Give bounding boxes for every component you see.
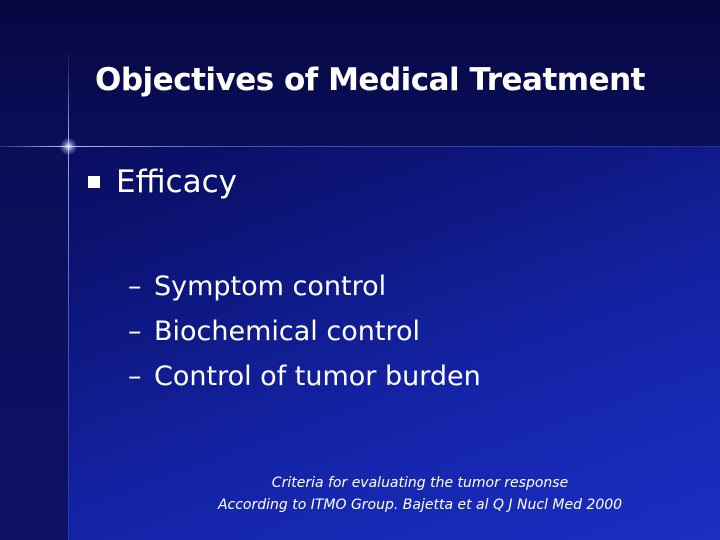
subitem-text: Symptom control: [154, 271, 387, 302]
square-bullet-icon: [88, 176, 100, 188]
subitem-list: [128, 264, 481, 399]
citation: [150, 472, 690, 516]
dash-marker: –: [128, 271, 142, 302]
list-item: [128, 264, 481, 309]
left-panel: [0, 146, 68, 540]
citation-line-1: Criteria for evaluating the tumor response: [271, 475, 569, 491]
list-item: [128, 309, 481, 354]
subitem-text: Control of tumor burden: [154, 361, 481, 392]
citation-line-2: According to ITMO Group. Bajetta et al Q J Nucl Med 2000: [217, 497, 623, 513]
list-item: [128, 354, 481, 399]
vertical-accent-line: [68, 50, 69, 540]
sparkle-icon: [60, 138, 77, 155]
bullet-text: Efficacy: [116, 164, 237, 200]
horizontal-accent-line: [0, 146, 720, 147]
bullet-item: [88, 162, 237, 202]
dash-marker: –: [128, 361, 142, 392]
dash-marker: –: [128, 316, 142, 347]
slide-title: Objectives of Medical Treatment: [95, 62, 645, 98]
subitem-text: Biochemical control: [154, 316, 420, 347]
